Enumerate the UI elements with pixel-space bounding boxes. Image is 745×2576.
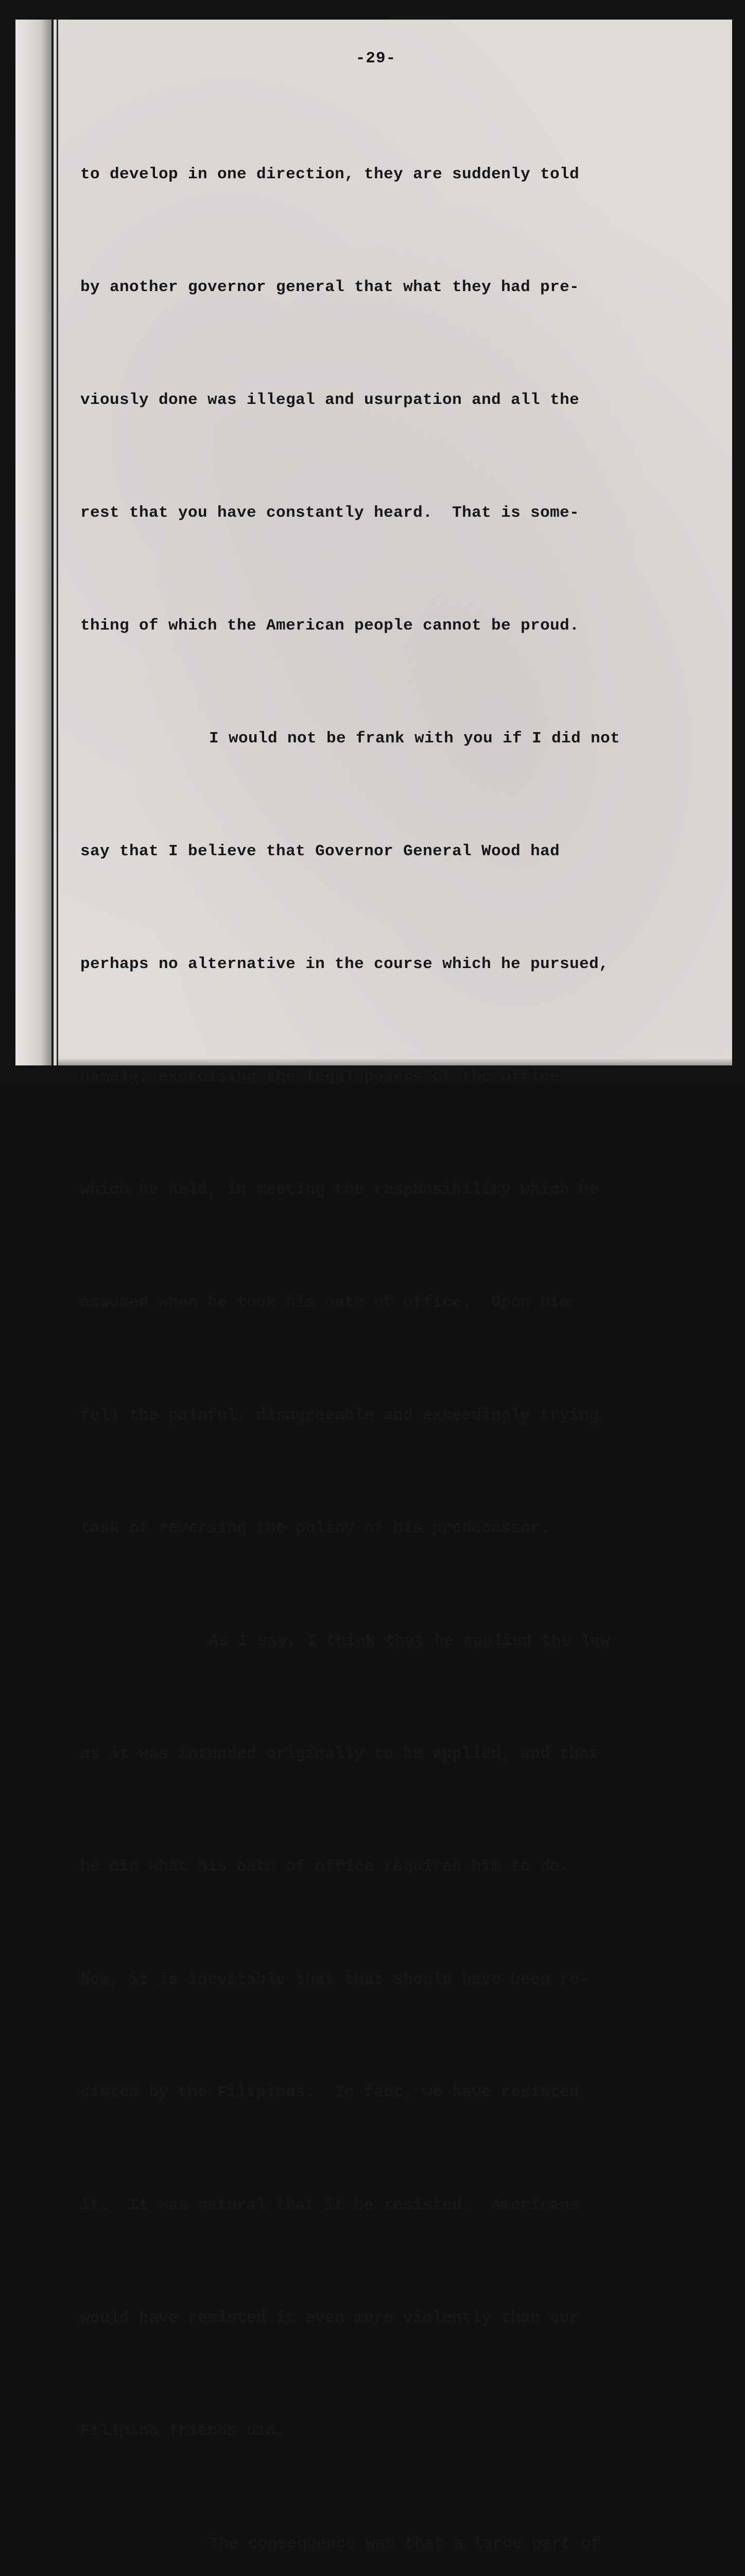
text-line: assumed when he took his oath of office. Upon him	[80, 1294, 570, 1312]
page-bottom-shadow	[58, 1058, 732, 1065]
text-line: it. It was natural that it be resisted. Americans	[80, 2196, 580, 2214]
text-line: viously done was illegal and usurpation and all the	[80, 391, 580, 409]
text-line: fell the painful, disagreeable and exceedingly trying	[80, 1406, 599, 1425]
text-line: sisted by the Filipinos. In fact, we have resisted	[80, 2083, 580, 2102]
paragraph-start-line: As I say, I think that he applied the law	[209, 1632, 611, 1650]
text-line: namely, exercising the legal powers of the office	[80, 1068, 560, 1086]
text-line: would have resisted it even more violently than our	[80, 2309, 580, 2327]
text-line: by another governor general that what they had pre-	[80, 278, 580, 296]
paragraph-start-line: The consequence was that a large part of	[209, 2535, 601, 2553]
paragraph-start-line: I would not be frank with you if I did not	[209, 730, 620, 748]
text-line: Filipino friends did.	[80, 2422, 286, 2440]
text-line: which he held, in meeting the responsibility which he	[80, 1181, 599, 1199]
page-number: -29-	[355, 49, 396, 67]
document-page	[15, 20, 732, 2553]
text-line: to develop in one direction, they are suddenly told	[80, 165, 580, 183]
binding-margin	[15, 20, 51, 1065]
margin-rule-secondary	[57, 20, 58, 1065]
text-line: he did what his oath of office required him to do.	[80, 1858, 570, 1876]
text-line: say that I believe that Governor General Wood had	[80, 842, 560, 860]
text-line: thing of which the American people cannot be proud.	[80, 617, 580, 635]
text-line: as it was intended originally to be applied, and that	[80, 1745, 599, 1763]
text-line: perhaps no alternative in the course which he pursued,	[80, 955, 609, 973]
text-line: rest that you have constantly heard. That is some-	[80, 504, 580, 522]
document-body	[80, 80, 719, 2576]
margin-rule	[51, 20, 54, 1065]
text-line: Now, it is inevitable that that should have been re-	[80, 1971, 590, 1989]
text-line: task of reversing the policy of his predecessor.	[80, 1519, 550, 1537]
